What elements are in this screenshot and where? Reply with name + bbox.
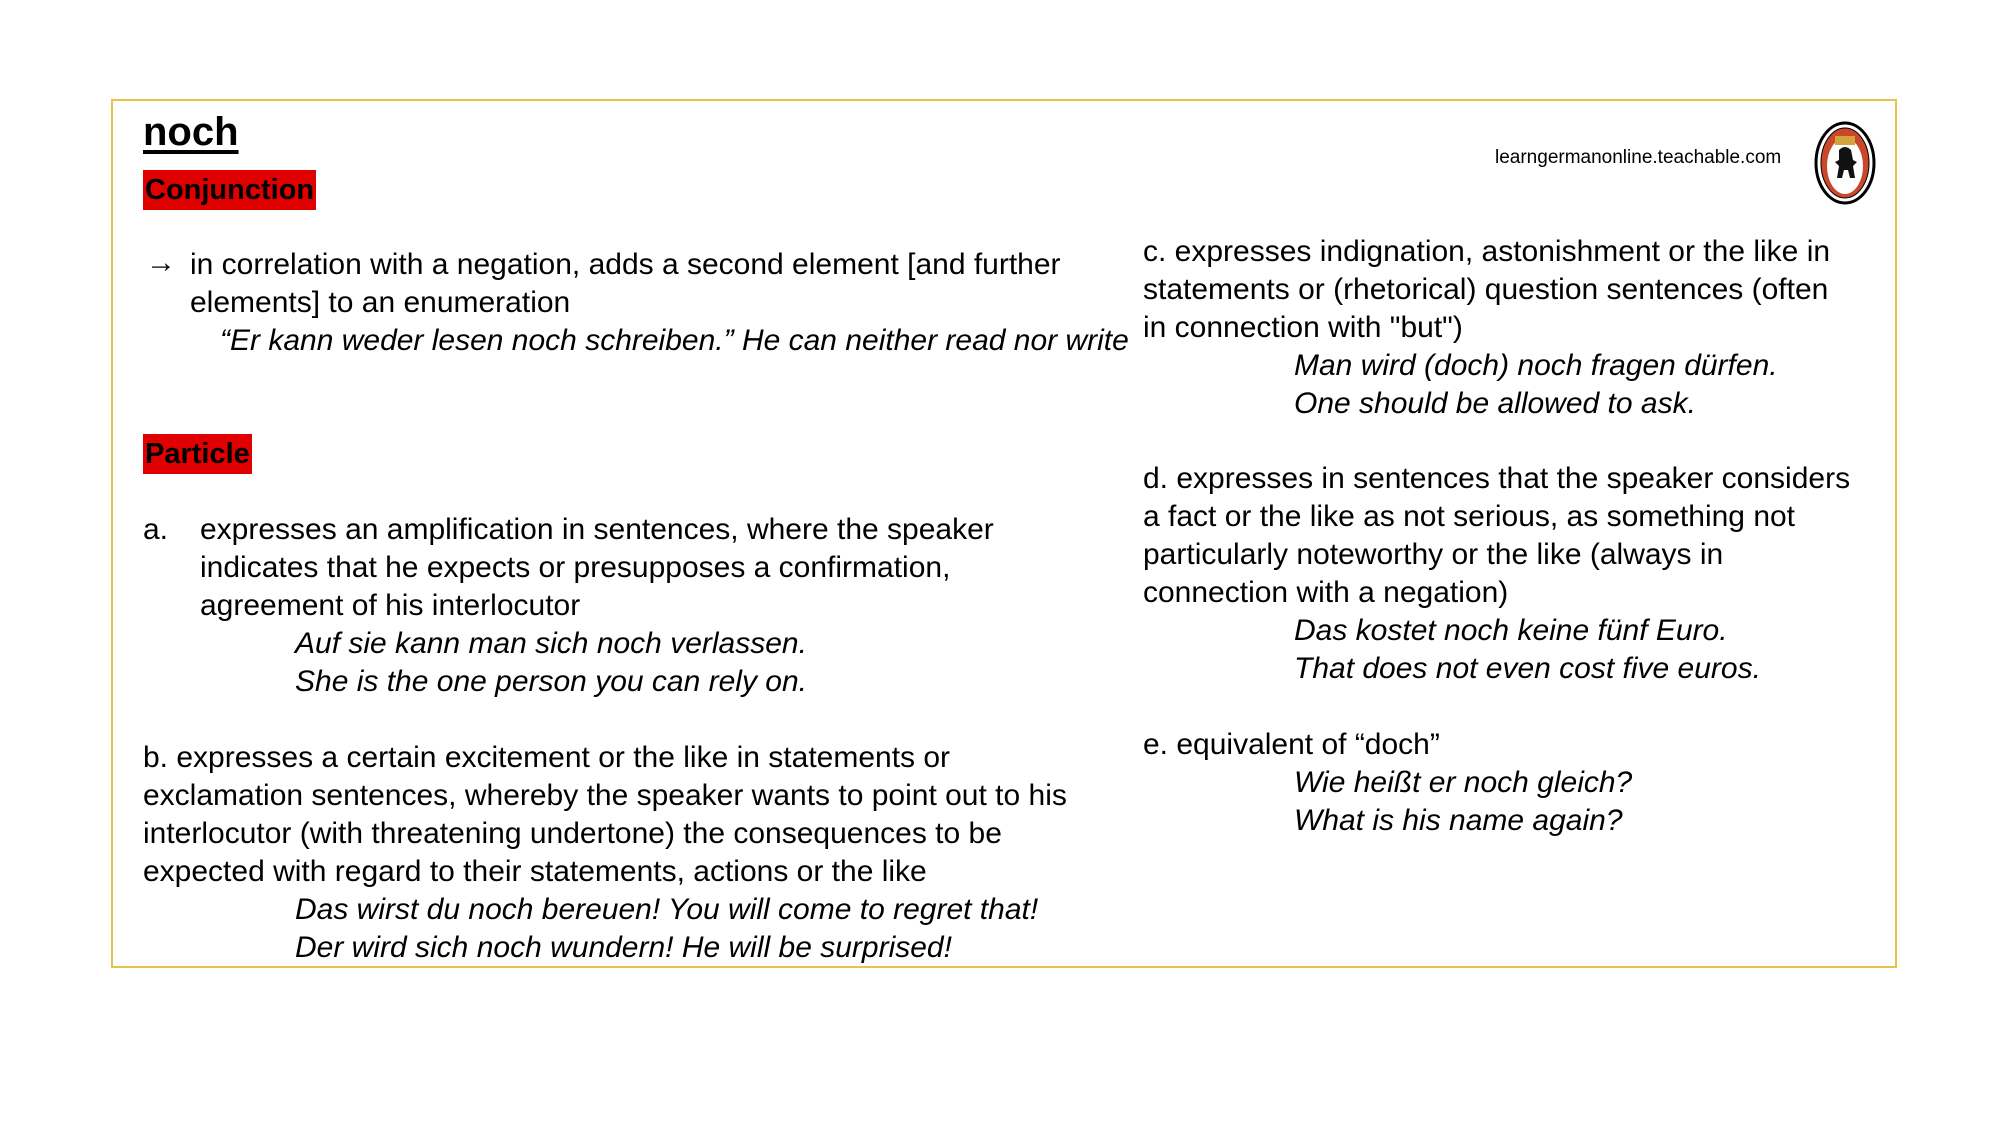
item-b-text-2: exclamation sentences, whereby the speaker wants to point out to his [143, 779, 1067, 812]
conjunction-tag: Conjunction [143, 170, 316, 210]
item-c-text-1: c. expresses indignation, astonishment or the like in [1143, 235, 1831, 268]
item-d-example-de: Das kostet noch keine fünf Euro. [1294, 614, 1728, 647]
item-e-text-1: e. equivalent of “doch” [1143, 728, 1440, 761]
item-d-example-en: That does not even cost five euros. [1294, 652, 1761, 685]
arrow-right-icon: → [146, 246, 176, 279]
item-a-marker: a. [143, 513, 169, 546]
page-title: noch [143, 110, 239, 154]
item-a-text-3: agreement of his interlocutor [200, 589, 581, 622]
item-b-example-2: Der wird sich noch wundern! He will be surprised! [295, 931, 952, 964]
item-c-text-3: in connection with "but") [1143, 311, 1463, 344]
item-c-text-2: statements or (rhetorical) question sentences (often [1143, 273, 1829, 306]
item-d-text-4: connection with a negation) [1143, 576, 1509, 609]
item-c-example-de: Man wird (doch) noch fragen dürfen. [1294, 349, 1778, 382]
item-d-text-2: a fact or the like as not serious, as something not [1143, 500, 1796, 533]
item-b-text-4: expected with regard to their statements, actions or the like [143, 855, 927, 888]
item-b-text-1: b. expresses a certain excitement or the like in statements or [143, 741, 951, 774]
item-b-text-3: interlocutor (with threatening undertone) the consequences to be [143, 817, 1002, 850]
bear-crest-icon [1813, 120, 1877, 211]
item-e-example-en: What is his name again? [1294, 804, 1623, 837]
item-d-text-1: d. expresses in sentences that the speaker considers [1143, 462, 1851, 495]
item-a-example-de: Auf sie kann man sich noch verlassen. [295, 627, 807, 660]
item-e-example-de: Wie heißt er noch gleich? [1294, 766, 1633, 799]
item-b-example-1: Das wirst du noch bereuen! You will come to regret that! [295, 893, 1039, 926]
item-a-text-2: indicates that he expects or presupposes a confirmation, [200, 551, 951, 584]
particle-tag: Particle [143, 434, 252, 474]
site-url: learngermanonline.teachable.com [1495, 147, 1782, 168]
conjunction-text-2: elements] to an enumeration [190, 286, 571, 319]
item-a-example-en: She is the one person you can rely on. [295, 665, 807, 698]
item-d-text-3: particularly noteworthy or the like (always in [1143, 538, 1724, 571]
item-a-text-1: expresses an amplification in sentences, where the speaker [200, 513, 994, 546]
conjunction-text-1: in correlation with a negation, adds a second element [and further [190, 248, 1061, 281]
item-c-example-en: One should be allowed to ask. [1294, 387, 1696, 420]
conjunction-example: “Er kann weder lesen noch schreiben.” He can neither read nor write [220, 324, 1129, 357]
